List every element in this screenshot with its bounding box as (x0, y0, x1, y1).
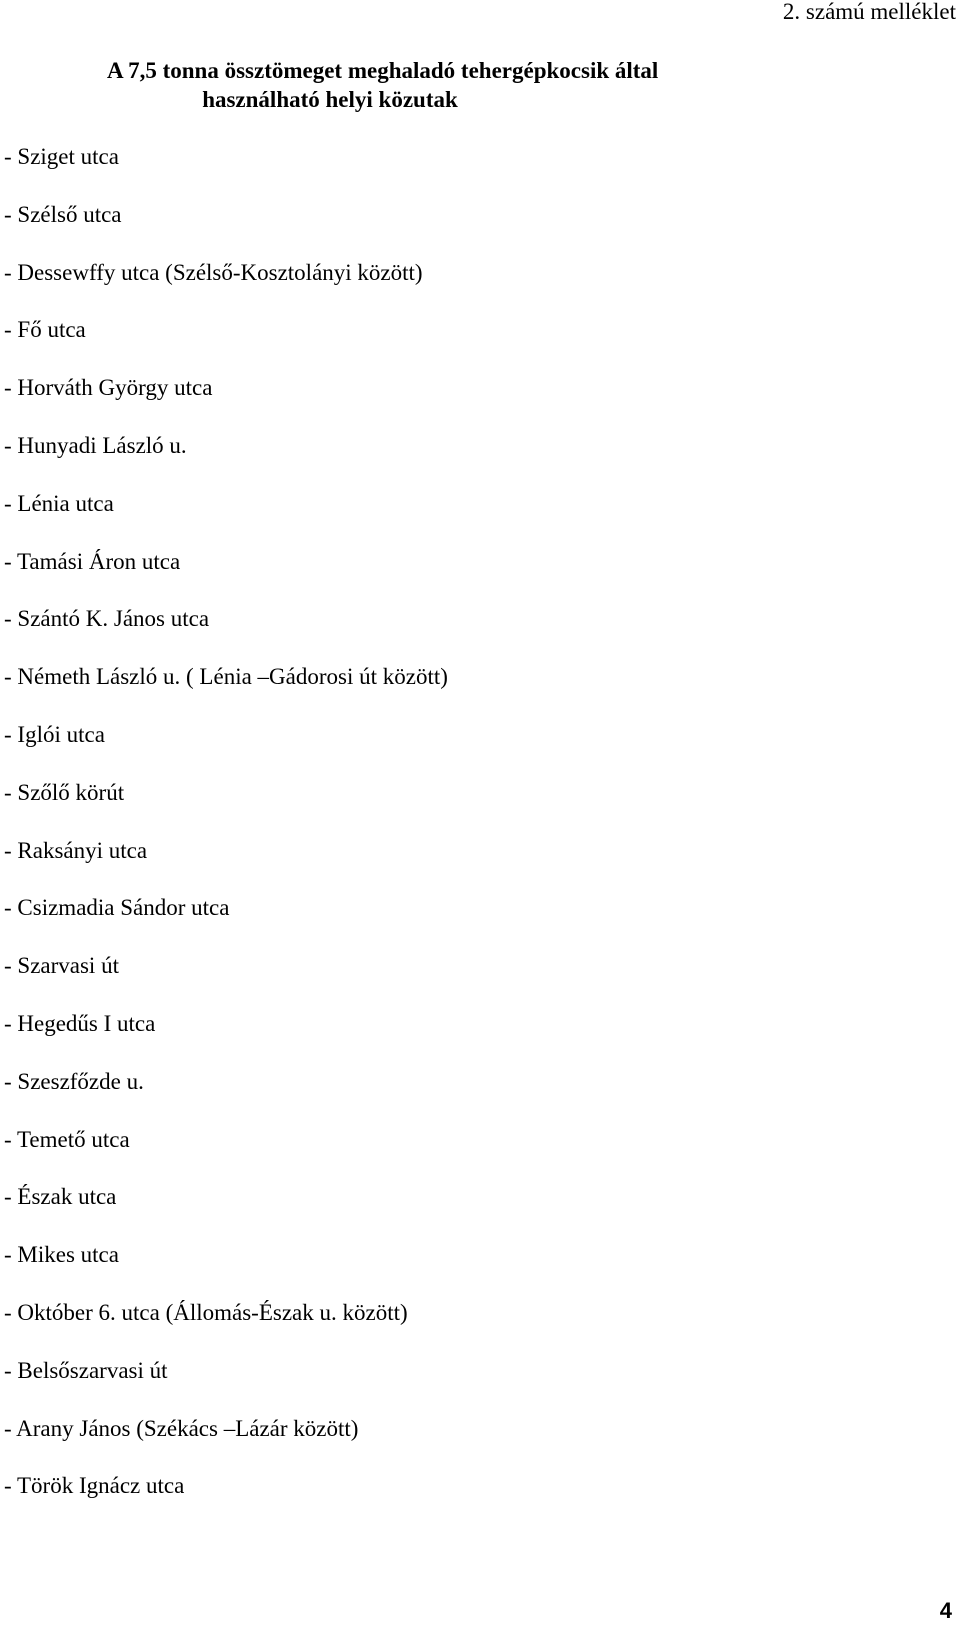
road-list-item: - Szántó K. János utca (4, 606, 210, 632)
road-list-item: - Belsőszarvasi út (4, 1357, 168, 1383)
road-list-item: - Raksányi utca (4, 837, 148, 863)
page-number: 4 (939, 1598, 952, 1623)
road-list-item: - Lénia utca (4, 490, 114, 516)
road-list-item: - Hegedűs I utca (4, 1010, 156, 1036)
road-list (4, 143, 448, 1530)
road-list-item: - Horváth György utca (4, 375, 213, 401)
road-list-item: - Csizmadia Sándor utca (4, 895, 230, 921)
road-list-item: - Tamási Áron utca (4, 548, 181, 574)
road-list-item: - Szarvasi út (4, 953, 119, 979)
road-list-item: - Észak utca (4, 1184, 117, 1210)
road-list-item: - Hunyadi László u. (4, 432, 187, 458)
road-list-item: - Fő utca (4, 317, 86, 343)
road-list-item: - Szeszfőzde u. (4, 1068, 144, 1094)
road-list-item: - Október 6. utca (Állomás-Észak u. között) (4, 1299, 408, 1325)
document-title-line-1: A 7,5 tonna össztömeget meghaladó tehergépkocsik által (107, 58, 659, 83)
road-list-item: - Török Ignácz utca (4, 1473, 185, 1499)
road-list-item: - Dessewffy utca (Szélső-Kosztolányi között) (4, 259, 423, 285)
annex-label: 2. számú melléklet (782, 0, 956, 24)
road-list-item: - Szőlő körút (4, 779, 125, 805)
document-title-line-2: használható helyi közutak (202, 87, 458, 112)
road-list-item: - Arany János (Székács –Lázár között) (4, 1415, 359, 1441)
road-list-item: - Németh László u. ( Lénia –Gádorosi út között) (4, 664, 448, 690)
road-list-item: - Iglói utca (4, 721, 105, 747)
road-list-item: - Temető utca (4, 1126, 130, 1152)
road-list-item: - Mikes utca (4, 1242, 119, 1268)
road-list-item: - Sziget utca (4, 144, 119, 169)
document-title (107, 56, 659, 114)
road-list-item: - Szélső utca (4, 201, 122, 227)
